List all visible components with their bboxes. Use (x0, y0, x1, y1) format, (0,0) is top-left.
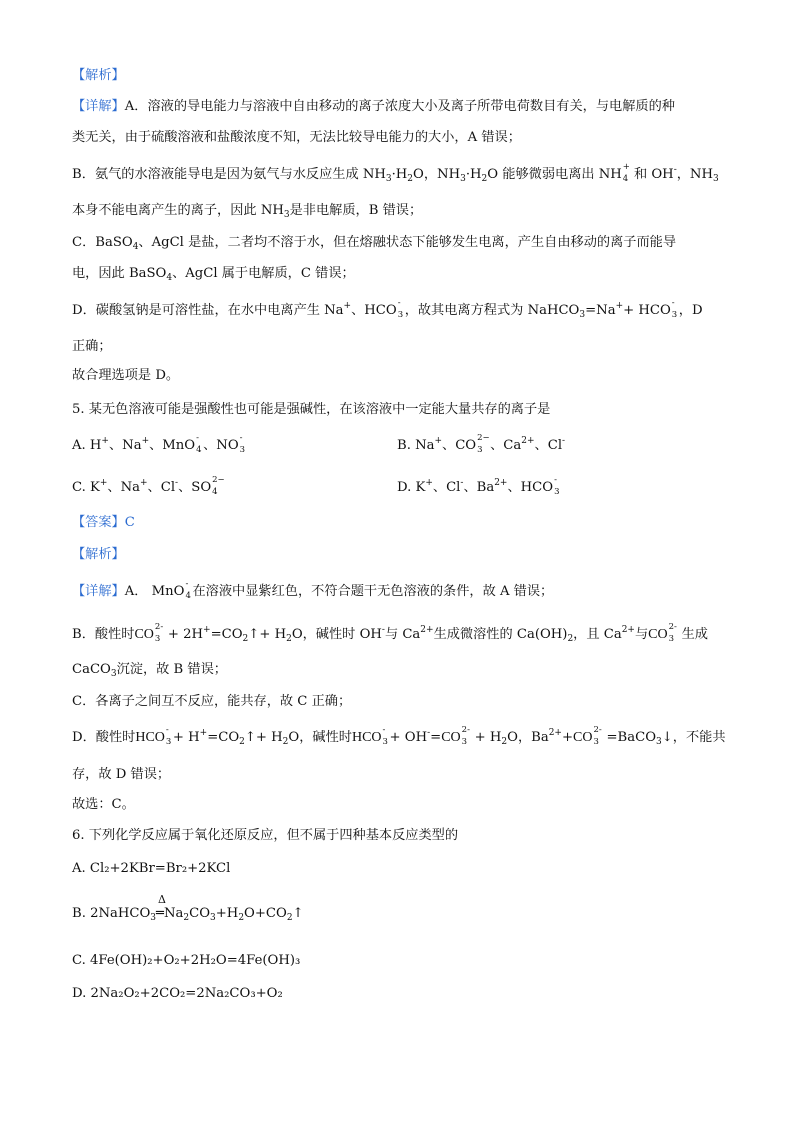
q5-stem: 5. 某无色溶液可能是强酸性也可能是强碱性，在该溶液中一定能大量共存的离子是 (72, 402, 551, 417)
q5-detail-c: C．各离子之间互不反应，能共存，故 C 正确； (72, 694, 352, 709)
q6-stem: 6. 下列化学反应属于氧化还原反应，但不属于四种基本反应类型的 (72, 828, 459, 843)
detail-line-c2: 电，因此 BaSO$_4$、AgCl 属于电解质，C 错误； (72, 266, 355, 283)
detail-a1-text: A．溶液的导电能力与溶液中自由移动的离子浓度大小及离子所带电荷数目有关，与电解质的种 (124, 99, 675, 114)
q5-detail-b1: B．酸性时CO 2- 3 + $2H^+=CO_2↑+ H_2O$，碱性时 OH-与 $Ca^{2+}$生成微溶性的 $Ca(OH)_2$，且 $Ca^{2+}$与CO 2- 3 生成 (72, 621, 708, 644)
q5-option-b: B. Na+、CO 2− 3 、$Ca^{2+}$、Cl- (397, 432, 566, 455)
detail-line-b1: B．氨气的水溶液能导电是因为氨气与水反应生成 $NH_3\cdot H_2O$，$NH_3\cdot H_2O$ 能够微弱电离出 NH + 4 和 OH-，$NH_3$ (72, 161, 719, 184)
q5-detail-a: 【详解】A． MnO - 4 在溶液中显紫红色，不符合题干无色溶液的条件，故 A 错误； (72, 578, 554, 601)
q5-option-c: C. K+、Na+、Cl-、SO 2− 4 (72, 474, 225, 497)
analysis-label: 【解析】 (72, 68, 125, 83)
q5-select: 故选：C。 (72, 797, 135, 812)
detail-line-c1: C．BaSO$_4$、AgCl 是盐，二者均不溶于水，但在熔融状态下能够发生电离，产生自由移动的离子而能导 (72, 235, 677, 252)
q5-detail-b2: CaCO$_3$沉淀，故 B 错误； (72, 662, 227, 679)
q5-detail-d2: 存，故 D 错误； (72, 767, 171, 782)
delta-symbol: Δ (158, 893, 166, 906)
q6-option-a: A. Cl₂+2KBr=Br₂+2KCl (72, 861, 231, 876)
detail-label: 【详解】 (72, 99, 125, 114)
detail-line-d2: 正确； (72, 339, 112, 354)
q5-detail-d1: D．酸性时HCO - 3 + $H^+=CO_2↑+ H_2O$，碱性时HCO - 3 + OH-=CO 2- 3 + $H_2O$，$Ba^{2+}+CO$ 2- 3 =BaCO$_3$↓，不能共 (72, 724, 726, 747)
q6-option-d: D. 2Na₂O₂+2CO₂=2Na₂CO₃+O₂ (72, 986, 283, 1001)
detail-line-b2: 本身不能电离产生的离子，因此 $NH_3$是非电解质，B 错误； (72, 203, 423, 220)
q5-analysis-label: 【解析】 (72, 547, 125, 562)
detail-line-a2: 类无关，由于硫酸溶液和盐酸浓度不知，无法比较导电能力的大小，A 错误； (72, 130, 521, 145)
conclusion-line: 故合理选项是 D。 (72, 368, 180, 383)
q6-option-b: B. 2NaHCO$_3$ Δ $═Na_2CO_3+H_2O+CO_2↑$ (72, 904, 304, 924)
q5-answer: 【答案】C (72, 515, 135, 530)
q5-option-d: D. K+、Cl-、$Ba^{2+}$、HCO - 3 (397, 474, 560, 497)
detail-line-d1: D．碳酸氢钠是可溶性盐，在水中电离产生 Na+、HCO - 3 ，故其电离方程式为 NaHCO$_3$=Na++ HCO - 3 ，D (72, 297, 703, 320)
q6-option-c: C. 4Fe(OH)₂+O₂+2H₂O=4Fe(OH)₃ (72, 953, 301, 968)
detail-line-a1 (72, 97, 675, 117)
q5-option-a: A. H+、Na+、MnO - 4 、NO - 3 (72, 432, 246, 455)
